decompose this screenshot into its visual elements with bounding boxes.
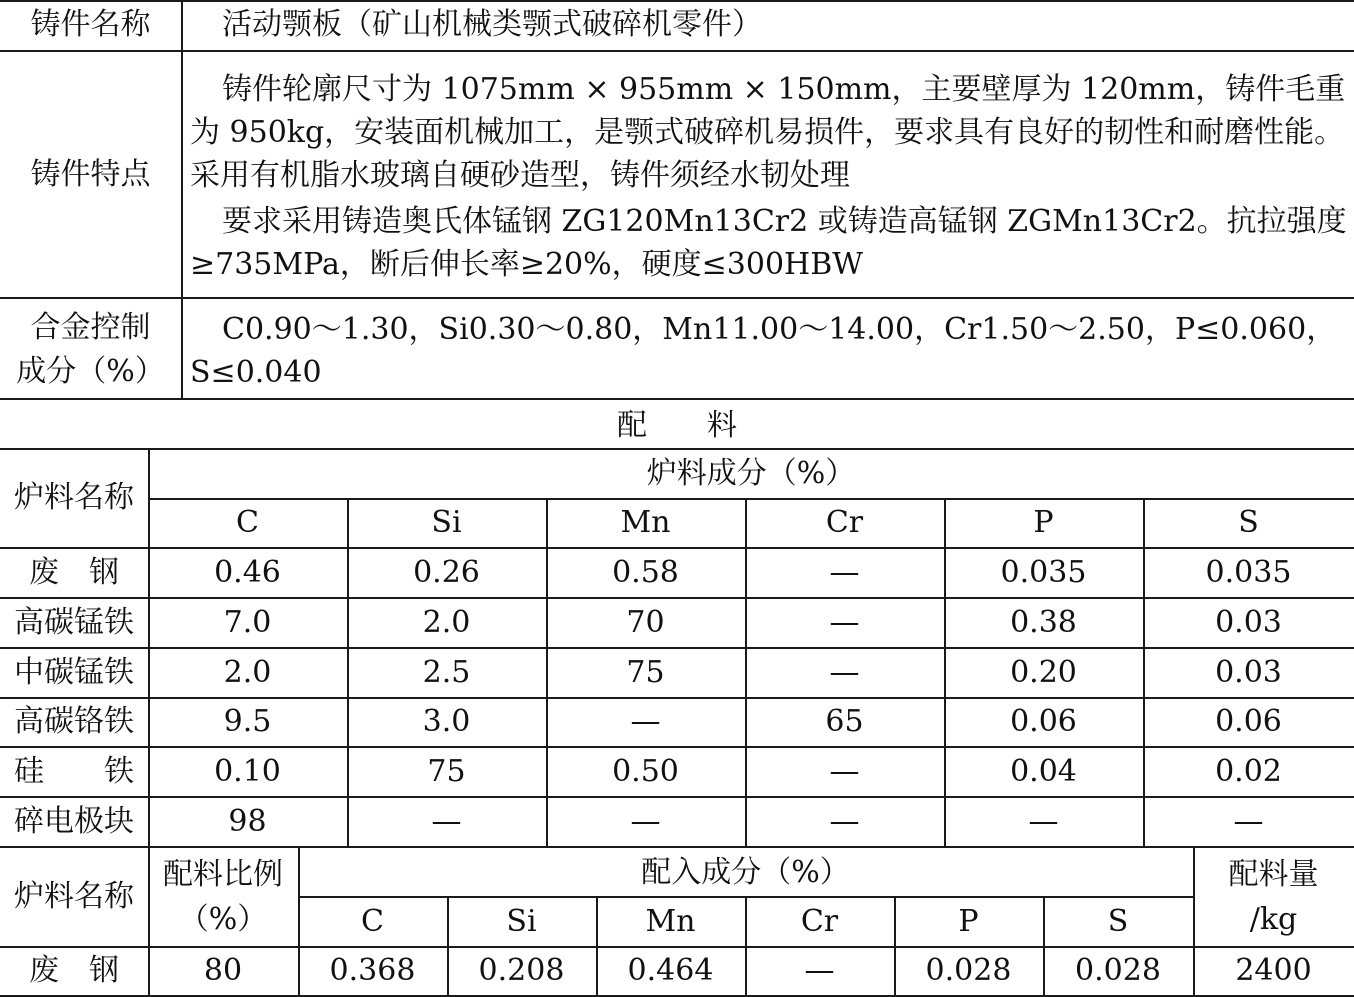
materials-cell: 0.20: [1010, 655, 1077, 690]
materials-cell: —: [829, 605, 860, 640]
materials-row-name: 中碳锰铁: [14, 655, 134, 690]
materials-col-header: S: [1238, 505, 1259, 540]
materials-row-name: 硅 铁: [14, 754, 134, 789]
materials-cell: 0.03: [1215, 655, 1282, 690]
charge-ratio-header-line-1: 配料比例: [163, 857, 283, 892]
materials-cell: 0.02: [1215, 754, 1282, 789]
materials-cell: —: [630, 704, 661, 739]
charge-col-header: Mn: [645, 904, 696, 939]
section-title: 配 料: [617, 408, 737, 443]
materials-row-name: 碎电极块: [14, 804, 134, 839]
casting-name-value: 活动颚板（矿山机械类颚式破碎机零件）: [222, 7, 762, 42]
materials-cell: 9.5: [223, 704, 272, 739]
materials-cell: 0.06: [1215, 704, 1282, 739]
materials-cell: 0.035: [1205, 555, 1292, 590]
charge-col-header: C: [361, 904, 384, 939]
charge-amount-header-line-2: /kg: [1249, 902, 1298, 937]
materials-cell: 65: [825, 704, 864, 739]
materials-cell: 2.5: [422, 655, 471, 690]
materials-cell: —: [1028, 804, 1059, 839]
materials-cell: —: [431, 804, 462, 839]
materials-cell: —: [829, 754, 860, 789]
materials-row-name: 废 钢: [29, 555, 119, 590]
charge-cell: 0.368: [329, 953, 416, 988]
casting-features-para-1: 铸件轮廓尺寸为 1075mm × 955mm × 150mm，主要壁厚为 120mm，铸件毛重为 950kg，安装面机械加工，是颚式破碎机易损件，要求具有良好的韧性和耐磨性能。采用有机脂水玻璃自硬砂造型，铸件须经水韧处理: [190, 72, 1346, 193]
charge-cell: 0.028: [925, 953, 1012, 988]
materials-cell: —: [1233, 804, 1264, 839]
alloy-composition-value: C0.90～1.30，Si0.30～0.80，Mn11.00～14.00，Cr1.50～2.50，P≤0.060，S≤0.040: [190, 312, 1337, 390]
charge-col-header: S: [1107, 904, 1129, 939]
materials-cell: 0.38: [1010, 605, 1077, 640]
charge-row-name: 废 钢: [29, 953, 119, 988]
charge-cell: 0.028: [1075, 953, 1161, 988]
materials-cell: —: [630, 804, 661, 839]
charge-name-header: 炉料名称: [14, 879, 134, 914]
materials-cell: 75: [626, 655, 665, 690]
charge-cell: —: [804, 953, 835, 988]
charge-row-ratio: 80: [203, 953, 243, 988]
charge-ratio-header-line-2: （%）: [178, 902, 268, 937]
materials-cell: 3.0: [422, 704, 471, 739]
charge-col-header: P: [958, 904, 979, 939]
charge-col-header: Cr: [800, 904, 839, 939]
materials-row-name: 高碳锰铁: [14, 605, 134, 640]
charge-amount-header-line-1: 配料量: [1228, 857, 1319, 892]
materials-cell: 70: [626, 605, 665, 640]
materials-cell: 7.0: [223, 605, 272, 640]
materials-row-name: 高碳铬铁: [14, 704, 134, 739]
materials-col-header: Cr: [825, 505, 864, 540]
charge-col-header: Si: [506, 904, 537, 939]
materials-cell: 0.03: [1215, 605, 1282, 640]
materials-cell: 0.06: [1010, 704, 1077, 739]
materials-name-header: 炉料名称: [14, 480, 134, 515]
materials-cell: 2.0: [422, 605, 471, 640]
alloy-label-line-2: 成分（%）: [16, 354, 165, 389]
materials-composition-header: 炉料成分（%）: [646, 456, 856, 491]
materials-cell: 0.035: [1000, 555, 1087, 590]
materials-col-header: C: [236, 505, 259, 540]
charge-cell: 0.208: [478, 953, 565, 988]
casting-features-label: 铸件特点: [30, 157, 151, 192]
materials-cell: 98: [228, 804, 267, 839]
materials-cell: 75: [427, 754, 466, 789]
charge-cell: 0.464: [627, 953, 714, 988]
casting-name-label: 铸件名称: [30, 7, 151, 42]
casting-features-para-2: 要求采用铸造奥氏体锰钢 ZG120Mn13Cr2 或铸造高锰钢 ZGMn13Cr2。抗拉强度 ≥735MPa，断后伸长率≥20%，硬度≤300HBW: [190, 204, 1347, 282]
materials-cell: 2.0: [223, 655, 272, 690]
materials-col-header: P: [1033, 505, 1054, 540]
materials-cell: 0.26: [413, 555, 480, 590]
materials-col-header: Si: [431, 505, 462, 540]
materials-cell: —: [829, 804, 860, 839]
materials-cell: 0.58: [612, 555, 679, 590]
materials-cell: —: [829, 655, 860, 690]
materials-cell: 0.46: [214, 555, 281, 590]
materials-cell: 0.04: [1010, 754, 1077, 789]
materials-cell: 0.50: [612, 754, 679, 789]
materials-cell: —: [829, 555, 860, 590]
alloy-label-line-1: 合金控制: [30, 310, 151, 345]
charge-row-amount: 2400: [1235, 953, 1312, 988]
materials-col-header: Mn: [620, 505, 671, 540]
materials-cell: 0.10: [214, 754, 281, 789]
charge-input-header: 配入成分（%）: [641, 855, 850, 890]
